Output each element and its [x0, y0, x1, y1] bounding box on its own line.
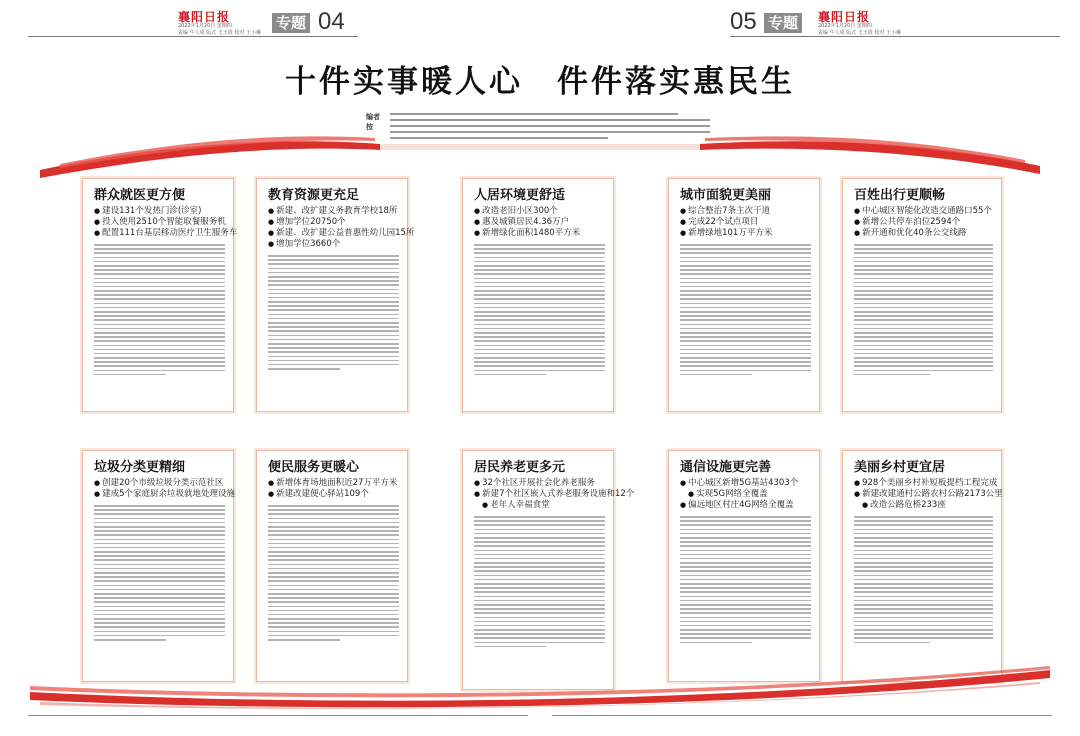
- card-garbage-sorting: [82, 450, 234, 682]
- card-body-text: [854, 516, 993, 643]
- card-body-text: [474, 516, 605, 647]
- card-bullet: ● 32个社区开展社会化养老服务: [474, 478, 605, 489]
- card-body-text: [94, 505, 225, 641]
- card-bullet: ● 改造老旧小区300个: [474, 206, 605, 217]
- editor-note-text: [390, 113, 710, 143]
- card-convenience-services: [256, 450, 408, 682]
- card-bullet: ● 完成22个试点项目: [680, 217, 811, 228]
- card-bullet: ● 创建20个市级垃圾分类示范社区: [94, 478, 225, 489]
- left-header-editors: 责编 牛人成 版式 王玉霞 校对 王小琳: [178, 30, 261, 36]
- left-masthead-logo: 襄阳日报: [178, 10, 231, 24]
- left-page-number: 04: [318, 8, 345, 35]
- card-bullet: ● 928个美丽乡村补短板提档工程完成: [854, 478, 993, 489]
- card-bullet: ● 新建、改扩建义务教育学校18所: [268, 206, 399, 217]
- card-body-text: [680, 244, 811, 375]
- left-header-date: 2022年1月20日 星期四: [178, 23, 232, 29]
- card-title: 美丽乡村更宜居: [854, 460, 946, 475]
- card-bullet: ● 新建改建便心驿站109个: [268, 489, 399, 500]
- card-city-appearance: [668, 178, 820, 412]
- bottom-red-ribbon: [0, 662, 1080, 712]
- card-body-text: [680, 516, 811, 643]
- card-title: 垃圾分类更精细: [94, 460, 186, 475]
- card-title: 教育资源更充足: [268, 188, 360, 203]
- card-title: 人居环境更舒适: [474, 188, 566, 203]
- card-bullet: ● 新增体育场地面积近27万平方米: [268, 478, 399, 489]
- card-bullet: ● 老年人幸福食堂: [474, 500, 605, 511]
- card-bullet: ● 新开通和优化40条公交线路: [854, 228, 993, 239]
- card-bullet: ● 新增公共停车泊位2594个: [854, 217, 993, 228]
- right-masthead-logo: 襄阳日报: [818, 10, 871, 24]
- card-bullet: ● 实现5G网络全覆盖: [680, 489, 811, 500]
- editor-note-label: 编者按: [366, 113, 380, 131]
- card-bullet: ● 中心城区智能化改造交通路口55个: [854, 206, 993, 217]
- card-bullet: ● 中心城区新增5G基站4303个: [680, 478, 811, 489]
- right-footer-rule: [552, 715, 1052, 716]
- card-bullet: ● 偏远地区村庄4G网络全覆盖: [680, 500, 811, 511]
- card-body-text: [854, 244, 993, 375]
- card-bullet: ● 增加学位20750个: [268, 217, 399, 228]
- card-bullet: ● 新建、改扩建公益普惠性幼儿园15所: [268, 228, 399, 239]
- card-bullet: ● 建成5个家庭厨余垃圾就地处理设施: [94, 489, 225, 500]
- card-medical: [82, 178, 238, 412]
- left-header-meta: [178, 23, 261, 37]
- card-title: 通信设施更完善: [680, 460, 772, 475]
- card-education: [256, 178, 415, 412]
- card-body-text: [268, 255, 399, 370]
- card-rural-village: [842, 450, 1002, 682]
- card-bullet: ● 增加学位3660个: [268, 239, 399, 250]
- card-bullet: ● 新增绿化面积1480平方米: [474, 228, 605, 239]
- page-title: 十件实事暖人心 件件落实惠民生: [285, 64, 795, 100]
- card-bullet: ● 配置111台基层移动医疗卫生服务车: [94, 228, 225, 239]
- card-bullet: ● 新建改建通村公路农村公路2173公里: [854, 489, 993, 500]
- card-body-text: [94, 244, 225, 375]
- right-page-number: 05: [730, 8, 757, 35]
- card-telecom: [668, 450, 820, 682]
- right-section-label: 专题: [764, 13, 802, 33]
- right-header-date: 2022年1月20日 星期四: [818, 23, 872, 29]
- left-section-label: 专题: [272, 13, 310, 33]
- card-bullet: ● 建设131个发热门诊(诊室): [94, 206, 225, 217]
- card-title: 群众就医更方便: [94, 188, 186, 203]
- card-body-text: [268, 505, 399, 641]
- card-bullet: ● 投入使用2510个智能取餐服务机: [94, 217, 225, 228]
- card-transport: [842, 178, 1002, 412]
- card-body-text: [474, 244, 605, 375]
- right-header-meta: [818, 23, 901, 37]
- card-title: 居民养老更多元: [474, 460, 566, 475]
- card-bullet: ● 综合整治7条主次干道: [680, 206, 811, 217]
- card-bullet: ● 新建7个社区嵌入式养老服务设施和12个: [474, 489, 605, 500]
- card-title: 城市面貌更美丽: [680, 188, 772, 203]
- left-footer-rule: [28, 715, 528, 716]
- card-bullet: ● 惠及城镇居民4.36万户: [474, 217, 605, 228]
- right-header-editors: 责编 牛人成 版式 王玉霞 校对 王小琳: [818, 30, 901, 36]
- card-title: 百姓出行更顺畅: [854, 188, 946, 203]
- card-elderly-care: [462, 450, 635, 690]
- card-bullet: ● 新增绿地101万平方米: [680, 228, 811, 239]
- card-living-environment: [462, 178, 614, 412]
- card-bullet: ● 改造公路危桥233座: [854, 500, 993, 511]
- card-title: 便民服务更暖心: [268, 460, 360, 475]
